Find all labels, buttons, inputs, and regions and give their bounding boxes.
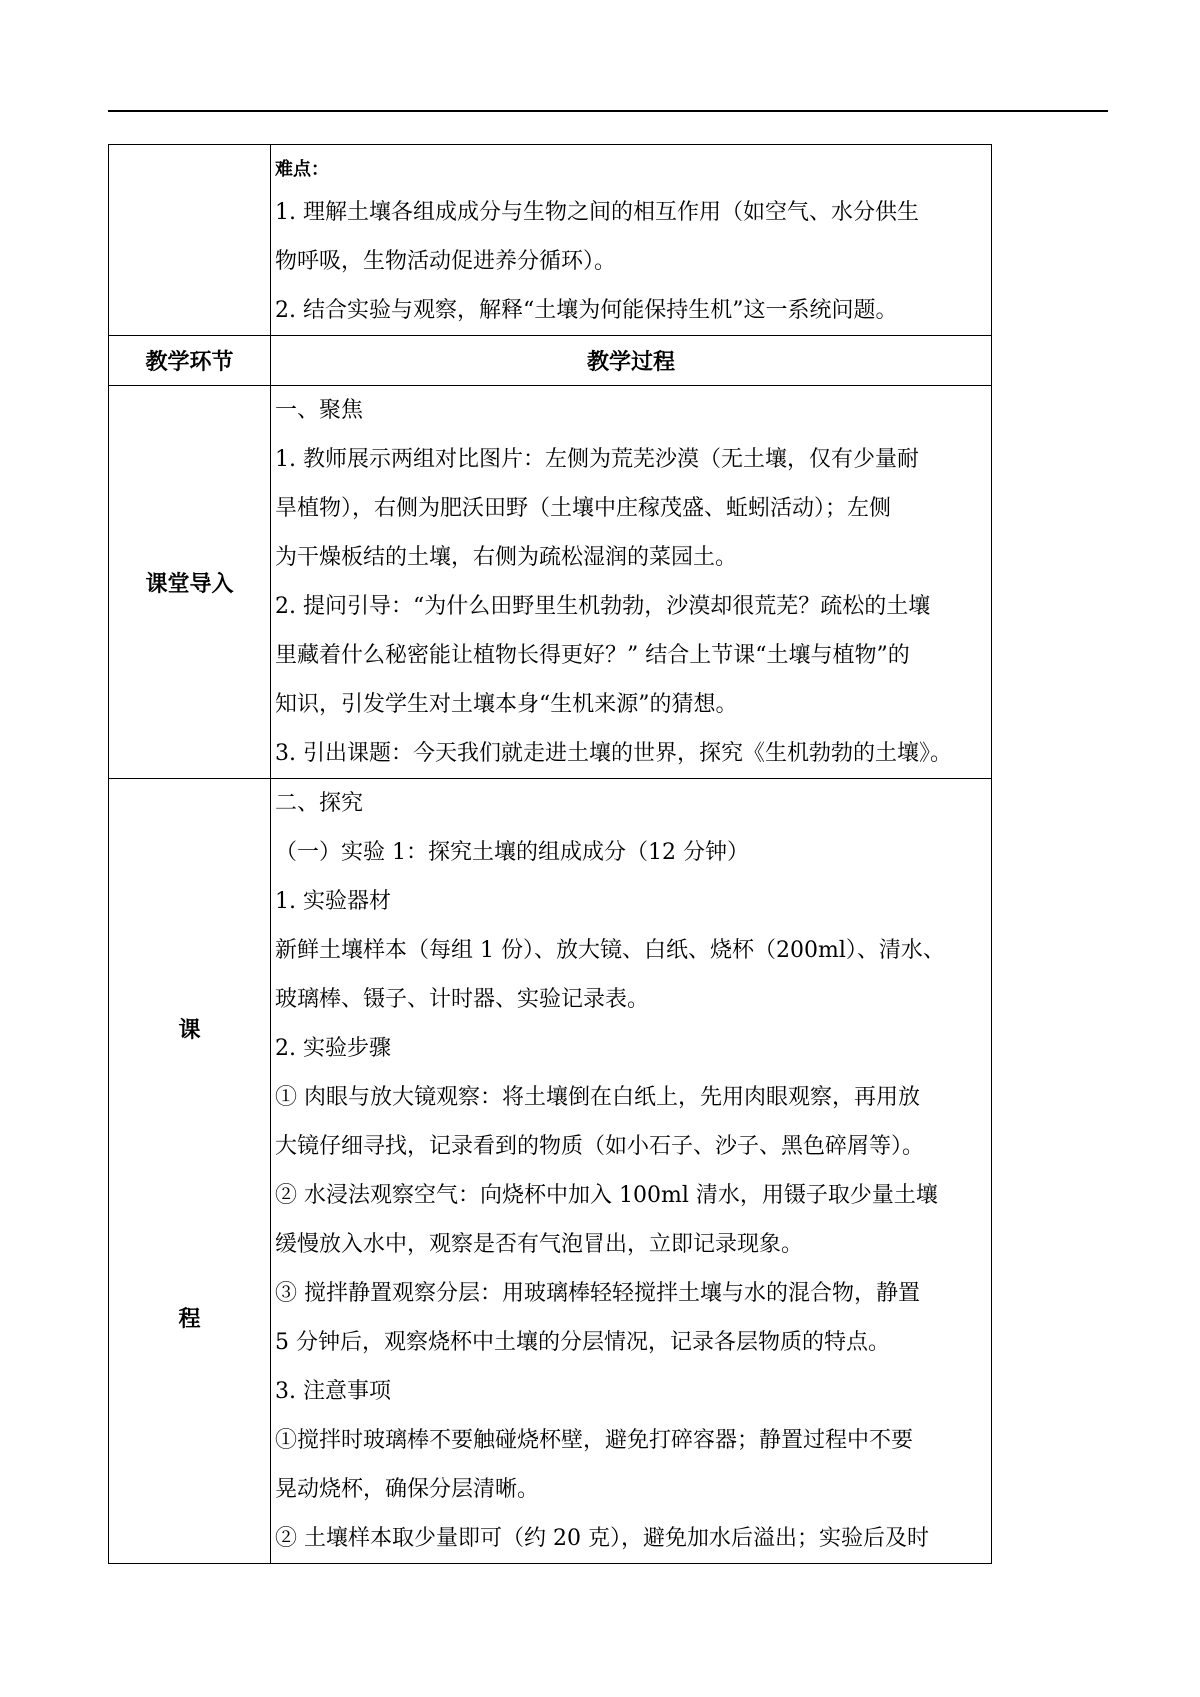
- difficulty-cell: [271, 145, 992, 336]
- difficulty-line: 2. 结合实验与观察，解释“土壤为何能保持生机”这一系统问题。: [275, 298, 898, 323]
- lesson-line: 晃动烧杯，确保分层清晰。: [275, 1477, 540, 1502]
- intro-line: 一、聚焦: [275, 398, 364, 423]
- difficulty-label: 难点：: [275, 159, 329, 180]
- lesson-line: 新鲜土壤样本（每组 1 份）、放大镜、白纸、烧杯（200ml）、清水、: [275, 938, 945, 963]
- lesson-row: [109, 779, 992, 1564]
- intro-row: [109, 386, 992, 779]
- lesson-line: ① 肉眼与放大镜观察：将土壤倒在白纸上，先用肉眼观察，再用放: [275, 1085, 920, 1110]
- lesson-plan-table: [108, 144, 992, 1564]
- lesson-line: ③ 搅拌静置观察分层：用玻璃棒轻轻搅拌土壤与水的混合物，静置: [275, 1281, 920, 1306]
- lesson-line: 玻璃棒、镊子、计时器、实验记录表。: [275, 987, 650, 1012]
- lesson-line: ② 水浸法观察空气：向烧杯中加入 100ml 清水，用镊子取少量土壤: [275, 1183, 938, 1208]
- intro-content: [271, 386, 992, 779]
- intro-line: 1. 教师展示两组对比图片：左侧为荒芜沙漠（无土壤，仅有少量耐: [275, 447, 919, 472]
- difficulty-line: 1. 理解土壤各组成成分与生物之间的相互作用（如空气、水分供生: [275, 200, 919, 225]
- lesson-line: 二、探究: [275, 791, 364, 816]
- intro-line: 里藏着什么秘密能让植物长得更好？” 结合上节课“土壤与植物”的: [275, 643, 910, 668]
- lesson-line: 缓慢放入水中，观察是否有气泡冒出，立即记录现象。: [275, 1232, 804, 1257]
- lesson-line: 3. 注意事项: [275, 1379, 391, 1404]
- lesson-line: ①搅拌时玻璃棒不要触碰烧杯壁，避免打碎容器；静置过程中不要: [275, 1428, 914, 1453]
- intro-line: 知识，引发学生对土壤本身“生机来源”的猜想。: [275, 692, 738, 717]
- difficulty-line: 物呼吸，生物活动促进养分循环）。: [275, 249, 617, 274]
- intro-stage: 课堂导入: [109, 386, 271, 779]
- lesson-stage: [109, 779, 271, 1564]
- lesson-line: （一）实验 1：探究土壤的组成成分（12 分钟）: [275, 840, 749, 865]
- intro-line: 3. 引出课题：今天我们就走进土壤的世界，探究《生机勃勃的土壤》。: [275, 741, 952, 766]
- lesson-stage-char: 程: [178, 1306, 201, 1332]
- intro-line: 为干燥板结的土壤，右侧为疏松湿润的菜园土。: [275, 545, 738, 570]
- header-process: 教学过程: [271, 336, 992, 386]
- lesson-content: [271, 779, 992, 1564]
- header-stage: 教学环节: [109, 336, 271, 386]
- intro-line: 旱植物），右侧为肥沃田野（土壤中庄稼茂盛、蚯蚓活动）；左侧: [275, 496, 892, 521]
- table-header-row: [109, 336, 992, 386]
- lesson-line: 大镜仔细寻找，记录看到的物质（如小石子、沙子、黑色碎屑等）。: [275, 1134, 925, 1159]
- lesson-stage-char: 课: [178, 1017, 201, 1043]
- lesson-line: 5 分钟后，观察烧杯中土壤的分层情况，记录各层物质的特点。: [275, 1330, 890, 1355]
- lesson-line: 2. 实验步骤: [275, 1036, 391, 1061]
- intro-line: 2. 提问引导：“为什么田野里生机勃勃，沙漠却很荒芜？疏松的土壤: [275, 594, 931, 619]
- difficulty-row: [109, 145, 992, 336]
- header-rule: [108, 110, 1108, 112]
- difficulty-stage-cell: [109, 145, 271, 336]
- lesson-line: ② 土壤样本取少量即可（约 20 克），避免加水后溢出；实验后及时: [275, 1526, 929, 1551]
- lesson-line: 1. 实验器材: [275, 889, 391, 914]
